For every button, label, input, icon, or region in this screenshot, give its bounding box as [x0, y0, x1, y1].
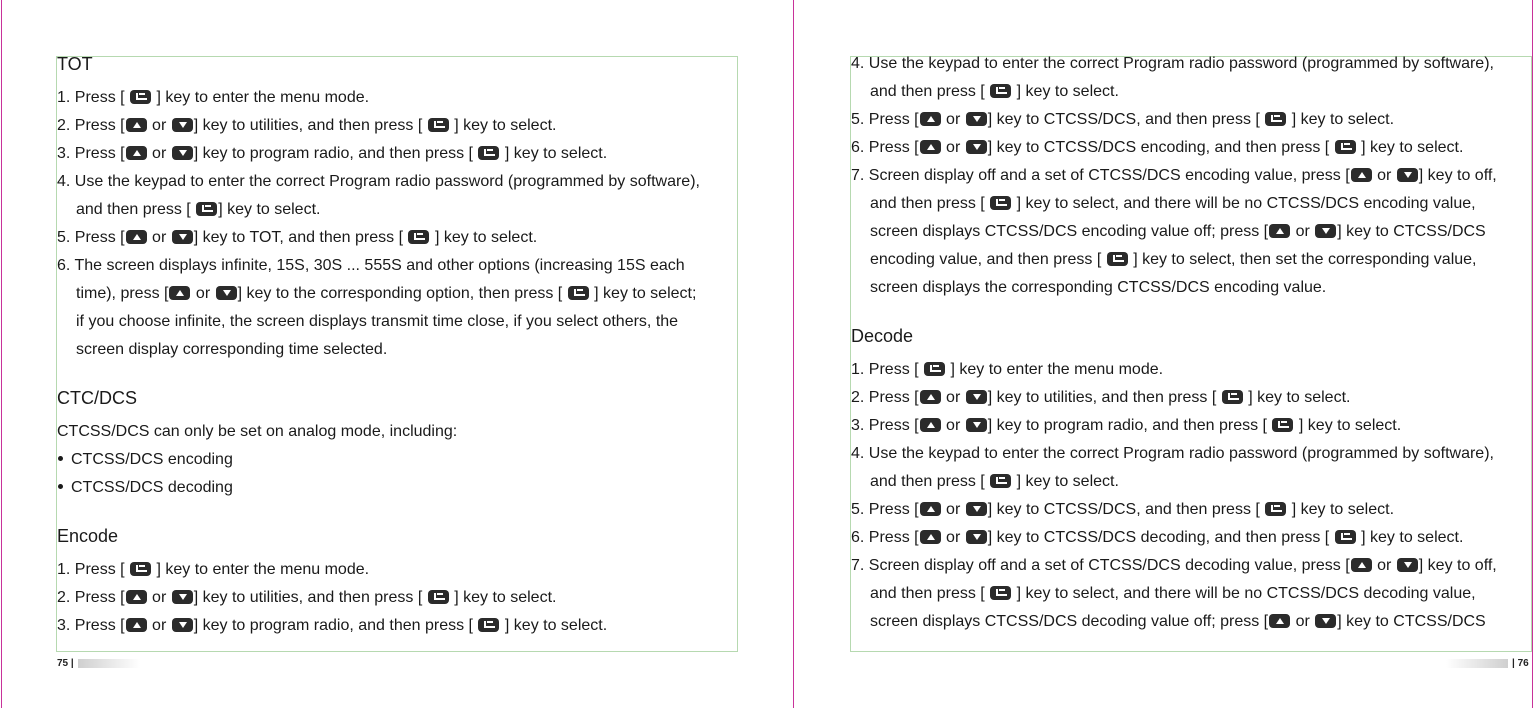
menu-key-icon	[130, 562, 151, 576]
menu-key-icon	[196, 202, 217, 216]
menu-key-icon	[990, 474, 1011, 488]
tot-step-5: 5. Press [ or ] key to TOT, and then press [ ] key to select.	[57, 229, 538, 246]
up-arrow-key-icon	[1269, 614, 1290, 628]
down-arrow-key-icon	[966, 530, 987, 544]
decode-heading: Decode	[851, 326, 914, 346]
left-page-footer-bar	[78, 659, 140, 668]
tot-step-1: 1. Press [ ] key to enter the menu mode.	[57, 89, 370, 106]
decode-step-1: 1. Press [ ] key to enter the menu mode.	[851, 361, 1164, 378]
up-arrow-key-icon	[1351, 168, 1372, 182]
tot-step-6-cont-1: time), press [ or ] key to the corresponding option, then press [ ] key to select;	[76, 285, 697, 302]
bullet-icon	[58, 456, 63, 461]
menu-key-icon	[924, 362, 945, 376]
menu-key-icon	[1265, 502, 1286, 516]
up-arrow-key-icon	[920, 140, 941, 154]
menu-key-icon	[568, 286, 589, 300]
decode-step-4: 4. Use the keypad to enter the correct Program radio password (programmed by software),	[851, 445, 1494, 462]
tot-step-3: 3. Press [ or ] key to program radio, and then press [ ] key to select.	[57, 145, 608, 162]
up-arrow-key-icon	[126, 590, 147, 604]
up-arrow-key-icon	[920, 112, 941, 126]
menu-key-icon	[130, 90, 151, 104]
ctc-bullet-1: CTCSS/DCS encoding	[57, 446, 757, 474]
tot-step-6: 6. The screen displays infinite, 15S, 30S ... 555S and other options (increasing 15S each	[57, 257, 685, 274]
down-arrow-key-icon	[966, 502, 987, 516]
tot-heading: TOT	[57, 54, 93, 74]
encode-step-5: 5. Press [ or ] key to CTCSS/DCS, and then press [ ] key to select.	[851, 111, 1395, 128]
tot-step-2: 2. Press [ or ] key to utilities, and then press [ ] key to select.	[57, 117, 557, 134]
up-arrow-key-icon	[126, 118, 147, 132]
down-arrow-key-icon	[966, 112, 987, 126]
down-arrow-key-icon	[966, 418, 987, 432]
up-arrow-key-icon	[1269, 224, 1290, 238]
down-arrow-key-icon	[1315, 224, 1336, 238]
down-arrow-key-icon	[172, 590, 193, 604]
down-arrow-key-icon	[172, 146, 193, 160]
bullet-icon	[58, 484, 63, 489]
decode-step-7-cont-2: screen displays CTCSS/DCS decoding value off; press [ or ] key to CTCSS/DCS	[870, 613, 1486, 630]
encode-step-4-cont: and then press [ ] key to select.	[870, 83, 1119, 100]
decode-step-7-cont-1: and then press [ ] key to select, and there will be no CTCSS/DCS decoding value,	[870, 585, 1476, 602]
encode-step-7-cont-3: encoding value, and then press [ ] key to select, then set the corresponding value,	[870, 251, 1477, 268]
menu-key-icon	[1272, 418, 1293, 432]
right-page-number: | 76	[1512, 658, 1529, 669]
encode-step-3: 3. Press [ or ] key to program radio, and then press [ ] key to select.	[57, 617, 608, 634]
page-gutter-line	[793, 0, 794, 708]
down-arrow-key-icon	[1397, 168, 1418, 182]
tot-step-4-cont: and then press [ ] key to select.	[76, 201, 321, 218]
tot-step-6-cont-3: screen display corresponding time selected.	[76, 341, 388, 358]
up-arrow-key-icon	[126, 146, 147, 160]
up-arrow-key-icon	[126, 618, 147, 632]
encode-step-1: 1. Press [ ] key to enter the menu mode.	[57, 561, 370, 578]
encode-step-7: 7. Screen display off and a set of CTCSS/DCS encoding value, press [ or ] key to off,	[851, 167, 1497, 184]
left-page-content	[57, 50, 757, 640]
menu-key-icon	[990, 586, 1011, 600]
encode-heading: Encode	[57, 526, 119, 546]
encode-step-7-cont-1: and then press [ ] key to select, and there will be no CTCSS/DCS encoding value,	[870, 195, 1476, 212]
up-arrow-key-icon	[920, 530, 941, 544]
down-arrow-key-icon	[172, 230, 193, 244]
up-arrow-key-icon	[920, 390, 941, 404]
menu-key-icon	[1335, 530, 1356, 544]
down-arrow-key-icon	[966, 390, 987, 404]
down-arrow-key-icon	[172, 118, 193, 132]
ctc-intro: CTCSS/DCS can only be set on analog mode, including:	[57, 423, 458, 440]
up-arrow-key-icon	[920, 502, 941, 516]
ctc-heading: CTC/DCS	[57, 388, 137, 408]
menu-key-icon	[1222, 390, 1243, 404]
menu-key-icon	[1107, 252, 1128, 266]
decode-step-2: 2. Press [ or ] key to utilities, and then press [ ] key to select.	[851, 389, 1351, 406]
menu-key-icon	[428, 118, 449, 132]
encode-step-6: 6. Press [ or ] key to CTCSS/DCS encoding, and then press [ ] key to select.	[851, 139, 1464, 156]
tot-step-6-cont-2: if you choose infinite, the screen displays transmit time close, if you select others, the	[76, 313, 679, 330]
left-page-edge	[1, 0, 2, 708]
encode-step-7-cont-2: screen displays CTCSS/DCS encoding value off; press [ or ] key to CTCSS/DCS	[870, 223, 1486, 240]
encode-step-7-cont-4: screen displays the corresponding CTCSS/DCS encoding value.	[870, 279, 1327, 296]
menu-key-icon	[990, 196, 1011, 210]
decode-step-7: 7. Screen display off and a set of CTCSS/DCS decoding value, press [ or ] key to off,	[851, 557, 1497, 574]
right-page-footer-bar	[1446, 659, 1508, 668]
up-arrow-key-icon	[169, 286, 190, 300]
encode-step-4: 4. Use the keypad to enter the correct Program radio password (programmed by software),	[851, 55, 1494, 72]
down-arrow-key-icon	[1397, 558, 1418, 572]
tot-step-4: 4. Use the keypad to enter the correct Program radio password (programmed by software),	[57, 173, 700, 190]
menu-key-icon	[1335, 140, 1356, 154]
decode-step-3: 3. Press [ or ] key to program radio, and then press [ ] key to select.	[851, 417, 1402, 434]
menu-key-icon	[428, 590, 449, 604]
right-page-content	[851, 50, 1534, 636]
up-arrow-key-icon	[1351, 558, 1372, 572]
menu-key-icon	[1265, 112, 1286, 126]
up-arrow-key-icon	[920, 418, 941, 432]
ctc-bullet-2: CTCSS/DCS decoding	[57, 474, 757, 502]
menu-key-icon	[990, 84, 1011, 98]
up-arrow-key-icon	[126, 230, 147, 244]
encode-step-2: 2. Press [ or ] key to utilities, and then press [ ] key to select.	[57, 589, 557, 606]
decode-step-6: 6. Press [ or ] key to CTCSS/DCS decoding, and then press [ ] key to select.	[851, 529, 1464, 546]
decode-step-4-cont: and then press [ ] key to select.	[870, 473, 1119, 490]
left-page-number: 75 |	[57, 658, 74, 669]
down-arrow-key-icon	[966, 140, 987, 154]
menu-key-icon	[478, 618, 499, 632]
menu-key-icon	[478, 146, 499, 160]
down-arrow-key-icon	[1315, 614, 1336, 628]
down-arrow-key-icon	[216, 286, 237, 300]
decode-step-5: 5. Press [ or ] key to CTCSS/DCS, and then press [ ] key to select.	[851, 501, 1395, 518]
down-arrow-key-icon	[172, 618, 193, 632]
menu-key-icon	[408, 230, 429, 244]
